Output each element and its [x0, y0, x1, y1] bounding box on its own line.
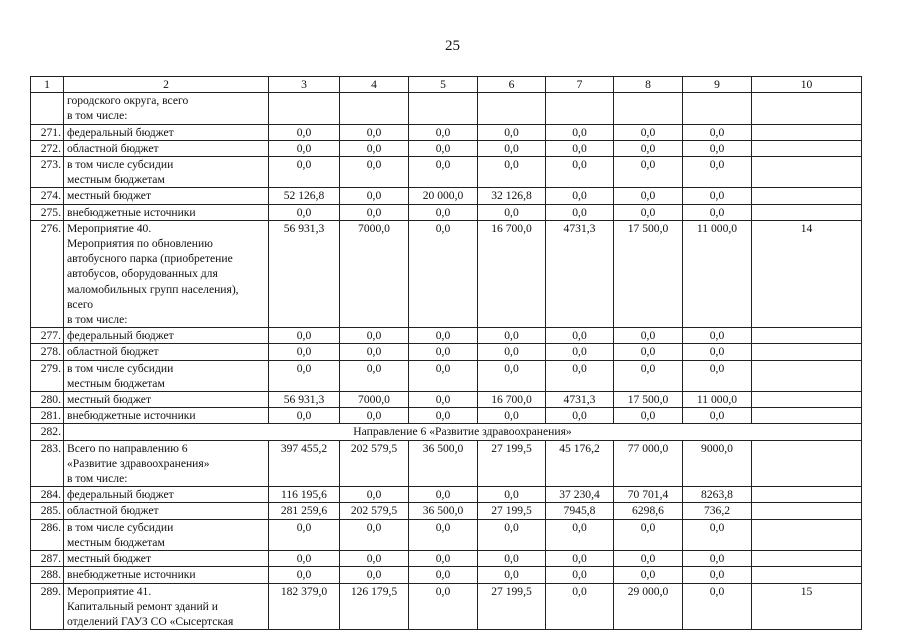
row-number-cell: 283.: [31, 440, 64, 487]
indicator-cell: [752, 360, 862, 391]
value-cell: 0,0: [478, 551, 546, 567]
value-cell: 0,0: [683, 408, 752, 424]
value-cell: 0,0: [269, 140, 340, 156]
table-row: [31, 188, 862, 204]
value-cell: 45 176,2: [546, 440, 614, 487]
value-cell: 0,0: [478, 408, 546, 424]
value-cell: 0,0: [340, 344, 409, 360]
table-row: [31, 344, 862, 360]
value-cell: 0,0: [683, 567, 752, 583]
value-cell: 0,0: [614, 204, 683, 220]
value-cell: 37 230,4: [546, 487, 614, 503]
table-row: [31, 503, 862, 519]
value-cell: 0,0: [340, 519, 409, 550]
value-cell: 0,0: [614, 124, 683, 140]
row-number-cell: 279.: [31, 360, 64, 391]
value-cell: [269, 93, 340, 124]
item-name-cell: местный бюджет: [64, 188, 269, 204]
value-cell: 0,0: [269, 551, 340, 567]
table-row: [31, 551, 862, 567]
value-cell: 0,0: [614, 140, 683, 156]
value-cell: [683, 93, 752, 124]
table-row: [31, 204, 862, 220]
value-cell: 0,0: [409, 487, 478, 503]
value-cell: 0,0: [478, 487, 546, 503]
row-number-cell: 277.: [31, 328, 64, 344]
value-cell: 0,0: [546, 344, 614, 360]
item-name-cell: федеральный бюджет: [64, 124, 269, 140]
value-cell: 0,0: [409, 360, 478, 391]
value-cell: 0,0: [478, 124, 546, 140]
value-cell: 9000,0: [683, 440, 752, 487]
value-cell: 7000,0: [340, 220, 409, 327]
value-cell: 281 259,6: [269, 503, 340, 519]
value-cell: 32 126,8: [478, 188, 546, 204]
value-cell: 0,0: [546, 567, 614, 583]
header-cell: 8: [614, 77, 683, 93]
value-cell: 116 195,6: [269, 487, 340, 503]
value-cell: 0,0: [614, 188, 683, 204]
value-cell: 17 500,0: [614, 220, 683, 327]
value-cell: 0,0: [409, 204, 478, 220]
value-cell: 0,0: [614, 360, 683, 391]
value-cell: 7000,0: [340, 392, 409, 408]
value-cell: 0,0: [269, 328, 340, 344]
indicator-cell: [752, 344, 862, 360]
header-cell: 3: [269, 77, 340, 93]
value-cell: 0,0: [340, 408, 409, 424]
item-name-cell: в том числе субсидии местным бюджетам: [64, 360, 269, 391]
value-cell: 70 701,4: [614, 487, 683, 503]
value-cell: 0,0: [546, 204, 614, 220]
indicator-cell: [752, 392, 862, 408]
indicator-cell: [752, 157, 862, 188]
value-cell: 0,0: [269, 519, 340, 550]
item-name-cell: в том числе субсидии местным бюджетам: [64, 519, 269, 550]
value-cell: 0,0: [340, 188, 409, 204]
item-name-cell: областной бюджет: [64, 344, 269, 360]
value-cell: 0,0: [683, 204, 752, 220]
value-cell: 0,0: [683, 124, 752, 140]
value-cell: 0,0: [683, 328, 752, 344]
value-cell: 736,2: [683, 503, 752, 519]
table-row: [31, 583, 862, 630]
indicator-cell: [752, 93, 862, 124]
value-cell: [546, 93, 614, 124]
row-number-cell: 284.: [31, 487, 64, 503]
value-cell: 4731,3: [546, 392, 614, 408]
value-cell: 397 455,2: [269, 440, 340, 487]
value-cell: 0,0: [478, 328, 546, 344]
indicator-cell: [752, 551, 862, 567]
value-cell: [340, 93, 409, 124]
row-number-cell: 273.: [31, 157, 64, 188]
row-number-cell: 282.: [31, 424, 64, 440]
row-number-cell: 281.: [31, 408, 64, 424]
indicator-cell: [752, 188, 862, 204]
value-cell: 0,0: [546, 124, 614, 140]
row-number-cell: 288.: [31, 567, 64, 583]
item-name-cell: внебюджетные источники: [64, 408, 269, 424]
value-cell: 0,0: [478, 519, 546, 550]
table-row: [31, 140, 862, 156]
row-number-cell: 287.: [31, 551, 64, 567]
value-cell: 56 931,3: [269, 220, 340, 327]
value-cell: 16 700,0: [478, 392, 546, 408]
table-row: [31, 408, 862, 424]
value-cell: 0,0: [409, 551, 478, 567]
item-name-cell: областной бюджет: [64, 503, 269, 519]
value-cell: 4731,3: [546, 220, 614, 327]
indicator-cell: [752, 328, 862, 344]
value-cell: 126 179,5: [340, 583, 409, 630]
header-cell: 7: [546, 77, 614, 93]
value-cell: 202 579,5: [340, 503, 409, 519]
header-cell: 9: [683, 77, 752, 93]
indicator-cell: [752, 519, 862, 550]
value-cell: 0,0: [546, 408, 614, 424]
row-number-cell: 275.: [31, 204, 64, 220]
value-cell: 0,0: [409, 408, 478, 424]
item-name-cell: внебюджетные источники: [64, 204, 269, 220]
value-cell: [614, 93, 683, 124]
value-cell: 0,0: [409, 124, 478, 140]
value-cell: [478, 93, 546, 124]
value-cell: 0,0: [683, 140, 752, 156]
row-number-cell: 280.: [31, 392, 64, 408]
row-number-cell: [31, 93, 64, 124]
value-cell: 0,0: [478, 140, 546, 156]
row-number-cell: 278.: [31, 344, 64, 360]
value-cell: 77 000,0: [614, 440, 683, 487]
value-cell: 0,0: [409, 567, 478, 583]
table-row: [31, 440, 862, 487]
value-cell: 0,0: [614, 408, 683, 424]
indicator-cell: [752, 408, 862, 424]
item-name-cell: местный бюджет: [64, 551, 269, 567]
row-number-cell: 286.: [31, 519, 64, 550]
row-number-cell: 289.: [31, 583, 64, 630]
value-cell: 0,0: [546, 140, 614, 156]
value-cell: 27 199,5: [478, 440, 546, 487]
value-cell: 20 000,0: [409, 188, 478, 204]
value-cell: 0,0: [340, 551, 409, 567]
value-cell: 0,0: [683, 551, 752, 567]
value-cell: 0,0: [340, 487, 409, 503]
value-cell: 27 199,5: [478, 583, 546, 630]
value-cell: 0,0: [614, 344, 683, 360]
table-row: [31, 519, 862, 550]
table-row: [31, 424, 862, 440]
item-name-cell: местный бюджет: [64, 392, 269, 408]
value-cell: 0,0: [614, 567, 683, 583]
value-cell: 0,0: [269, 124, 340, 140]
header-cell: 10: [752, 77, 862, 93]
value-cell: 0,0: [409, 519, 478, 550]
value-cell: 0,0: [269, 344, 340, 360]
table-row: [31, 360, 862, 391]
item-name-cell: Мероприятие 40. Мероприятия по обновлению автобусного парка (приобретение автобусов, оборудованных для маломобильных групп населения), всего в том числе:: [64, 220, 269, 327]
value-cell: 6298,6: [614, 503, 683, 519]
table-row: [31, 567, 862, 583]
indicator-cell: [752, 124, 862, 140]
budget-table: [30, 76, 862, 630]
value-cell: 17 500,0: [614, 392, 683, 408]
value-cell: 36 500,0: [409, 503, 478, 519]
value-cell: 0,0: [409, 157, 478, 188]
value-cell: 0,0: [269, 360, 340, 391]
value-cell: 11 000,0: [683, 392, 752, 408]
header-cell: 6: [478, 77, 546, 93]
value-cell: 0,0: [546, 157, 614, 188]
item-name-cell: федеральный бюджет: [64, 487, 269, 503]
row-number-cell: 271.: [31, 124, 64, 140]
value-cell: 0,0: [340, 140, 409, 156]
value-cell: 0,0: [340, 360, 409, 391]
value-cell: 7945,8: [546, 503, 614, 519]
value-cell: 0,0: [478, 344, 546, 360]
value-cell: 27 199,5: [478, 503, 546, 519]
indicator-cell: [752, 204, 862, 220]
value-cell: 0,0: [269, 157, 340, 188]
value-cell: 0,0: [683, 519, 752, 550]
row-number-cell: 285.: [31, 503, 64, 519]
row-number-cell: 272.: [31, 140, 64, 156]
value-cell: 0,0: [683, 188, 752, 204]
item-name-cell: в том числе субсидии местным бюджетам: [64, 157, 269, 188]
item-name-cell: внебюджетные источники: [64, 567, 269, 583]
value-cell: 0,0: [478, 204, 546, 220]
value-cell: 0,0: [478, 157, 546, 188]
value-cell: 8263,8: [683, 487, 752, 503]
header-cell: 4: [340, 77, 409, 93]
value-cell: 0,0: [683, 157, 752, 188]
indicator-cell: [752, 487, 862, 503]
value-cell: 0,0: [340, 567, 409, 583]
value-cell: 0,0: [409, 392, 478, 408]
value-cell: 0,0: [614, 157, 683, 188]
value-cell: 182 379,0: [269, 583, 340, 630]
value-cell: 0,0: [683, 344, 752, 360]
table-row: [31, 392, 862, 408]
value-cell: 202 579,5: [340, 440, 409, 487]
table-row: [31, 328, 862, 344]
indicator-cell: [752, 140, 862, 156]
header-cell: 5: [409, 77, 478, 93]
value-cell: 0,0: [614, 328, 683, 344]
value-cell: 0,0: [269, 408, 340, 424]
value-cell: 0,0: [546, 519, 614, 550]
row-number-cell: 274.: [31, 188, 64, 204]
page-number: 25: [445, 38, 460, 54]
indicator-cell: 14: [752, 220, 862, 327]
item-name-cell: Мероприятие 41. Капитальный ремонт зданий и отделений ГАУЗ СО «Сысертская: [64, 583, 269, 630]
table-row: [31, 487, 862, 503]
table-row: [31, 93, 862, 124]
indicator-cell: [752, 567, 862, 583]
value-cell: 0,0: [340, 328, 409, 344]
value-cell: 0,0: [683, 583, 752, 630]
value-cell: 0,0: [546, 551, 614, 567]
value-cell: 0,0: [683, 360, 752, 391]
table-row: [31, 220, 862, 327]
item-name-cell: федеральный бюджет: [64, 328, 269, 344]
header-row: [31, 77, 862, 93]
value-cell: 29 000,0: [614, 583, 683, 630]
item-name-cell: областной бюджет: [64, 140, 269, 156]
value-cell: 0,0: [269, 567, 340, 583]
value-cell: 0,0: [409, 328, 478, 344]
value-cell: [409, 93, 478, 124]
value-cell: 0,0: [546, 360, 614, 391]
value-cell: 56 931,3: [269, 392, 340, 408]
value-cell: 0,0: [546, 328, 614, 344]
table-body: [31, 93, 862, 630]
value-cell: 0,0: [409, 220, 478, 327]
item-name-cell: городского округа, всего в том числе:: [64, 93, 269, 124]
value-cell: 0,0: [340, 124, 409, 140]
indicator-cell: 15: [752, 583, 862, 630]
value-cell: 0,0: [546, 188, 614, 204]
value-cell: 0,0: [409, 583, 478, 630]
header-cell: 1: [31, 77, 64, 93]
header-cell: 2: [64, 77, 269, 93]
value-cell: 52 126,8: [269, 188, 340, 204]
value-cell: 36 500,0: [409, 440, 478, 487]
value-cell: 0,0: [409, 344, 478, 360]
value-cell: 0,0: [269, 204, 340, 220]
value-cell: 0,0: [546, 583, 614, 630]
value-cell: 0,0: [340, 157, 409, 188]
indicator-cell: [752, 503, 862, 519]
value-cell: 0,0: [478, 567, 546, 583]
table-row: [31, 124, 862, 140]
value-cell: 0,0: [478, 360, 546, 391]
value-cell: 11 000,0: [683, 220, 752, 327]
value-cell: 0,0: [614, 519, 683, 550]
indicator-cell: [752, 440, 862, 487]
item-name-cell: Всего по направлению 6 «Развитие здравоохранения» в том числе:: [64, 440, 269, 487]
value-cell: 0,0: [614, 551, 683, 567]
table-row: [31, 157, 862, 188]
value-cell: 16 700,0: [478, 220, 546, 327]
value-cell: 0,0: [409, 140, 478, 156]
row-number-cell: 276.: [31, 220, 64, 327]
value-cell: 0,0: [340, 204, 409, 220]
section-heading-cell: Направление 6 «Развитие здравоохранения»: [64, 424, 862, 440]
